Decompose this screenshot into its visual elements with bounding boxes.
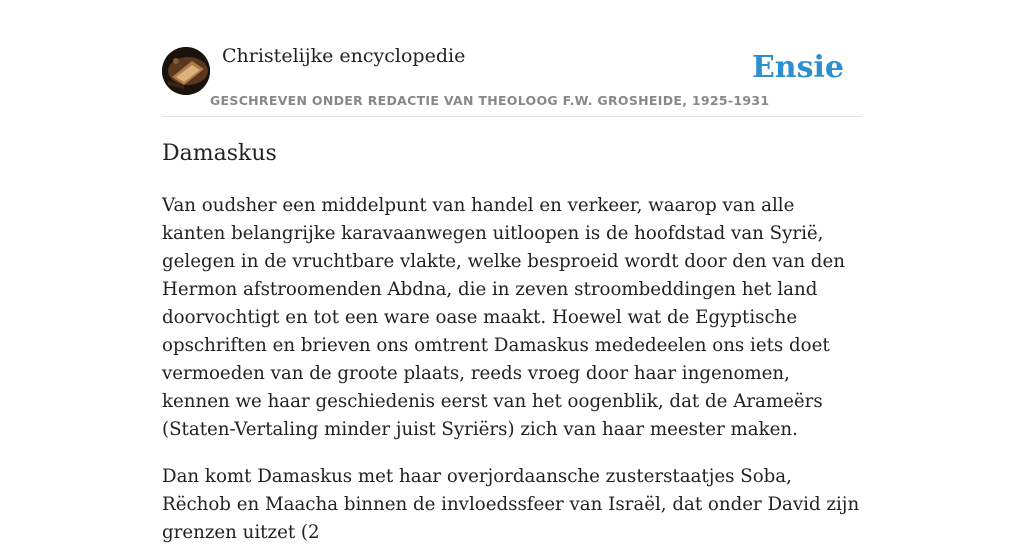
article-paragraph: Van oudsher een middelpunt van handel en verkeer, waarop van alle kanten belangrijke karavaanwegen uitloopen is de hoofdstad van Syrië, gelegen in de vruchtbare vlakte, welke besproeid wordt door den van den Hermon afstroomenden Abdna, die in zeven stroombeddingen het land doorvochtigt en tot een ware oase maakt. Hoewel wat de Egyptische opschriften en brieven ons omtrent Damaskus mededeelen ons iets doet vermoeden van de groote plaats, reeds vroeg door haar ingenomen, kennen we haar geschiedenis eerst van het oogenblik, dat de Arameërs (Staten-Vertaling minder juist Syriërs) zich van haar meester maken. <box>162 195 845 440</box>
article-title: Damaskus <box>162 141 277 166</box>
publication-subtitle: GESCHREVEN ONDER REDACTIE VAN THEOLOOG F.W. GROSHEIDE, 1925-1931 <box>210 93 770 108</box>
book-photo-icon <box>162 47 210 95</box>
article <box>162 138 862 547</box>
brand-logo-link[interactable]: Ensie <box>751 50 844 85</box>
site-header <box>162 40 862 117</box>
publication-title[interactable]: Christelijke encyclopedie <box>222 45 466 67</box>
article-paragraph: Dan komt Damaskus met haar overjordaansche zusterstaatjes Soba, Rëchob en Maacha binnen de invloedssfeer van Israël, dat onder David zijn grenzen uitzet (2 <box>162 466 860 543</box>
publication-avatar[interactable] <box>162 47 210 95</box>
